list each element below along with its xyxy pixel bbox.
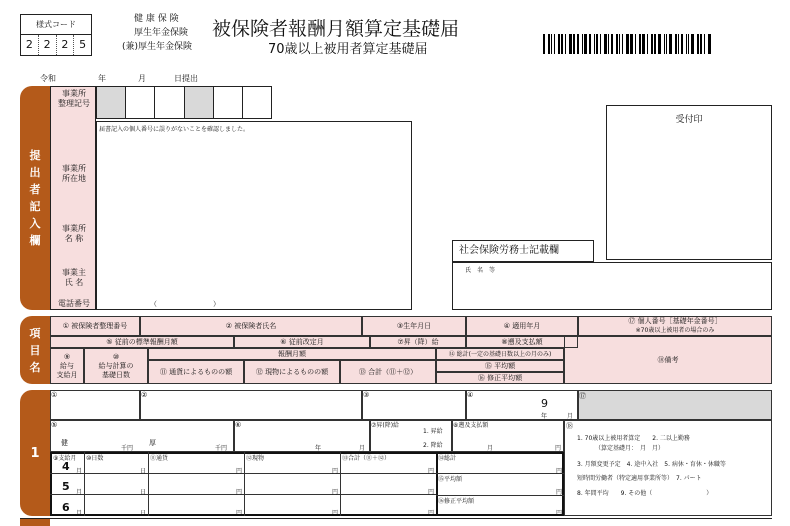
item-1: ① 被保険者整理番号 <box>50 316 140 336</box>
form-code-box <box>20 14 92 56</box>
item-7: ⑦昇（降）給 <box>370 336 466 348</box>
item-9: ⑨ 給与 支給月 <box>50 348 84 384</box>
m-h11: ⑪通貨 <box>150 455 169 462</box>
item-3: ③生年月日 <box>362 316 466 336</box>
item-15: ⑮ 平均額 <box>436 360 564 372</box>
form-code-digit[interactable]: 2 <box>39 35 57 55</box>
row-field-1[interactable]: ① <box>50 390 140 420</box>
row-field-6[interactable]: ⑥ 年 月 <box>234 420 370 452</box>
m-h9: ⑨支給月 <box>53 455 77 462</box>
month-4: 4 <box>62 460 70 473</box>
item-6: ⑥ 従前改定月 <box>234 336 370 348</box>
month-5: 5 <box>62 480 70 493</box>
row-field-2[interactable]: ② <box>140 390 362 420</box>
address-box[interactable] <box>96 121 412 310</box>
row-field-7[interactable]: ⑦昇(降)給 1. 昇給 2. 降給 <box>370 420 452 452</box>
era-number: 9 <box>541 397 548 410</box>
page-title: 被保険者報酬月額算定基礎届 <box>212 18 460 40</box>
item-4: ④ 適用年月 <box>466 316 578 336</box>
item-16: ⑯ 修正平均額 <box>436 372 564 384</box>
form-code-digit[interactable]: 2 <box>21 35 39 55</box>
next-row-edge <box>20 518 772 526</box>
submitter-side-label: 提 出 者 記 入 欄 <box>20 86 50 310</box>
confirm-note: 届書記入の個人番号に誤りがないことを確認しました。 <box>99 126 250 133</box>
m-h15: ⑮平均額 <box>438 476 463 483</box>
row-field-17[interactable]: ⑰ <box>578 390 772 420</box>
monthly-grid <box>50 452 564 516</box>
m-h13: ⑬合計（⑪＋⑫） <box>342 455 391 462</box>
month-6: 6 <box>62 501 70 514</box>
m-h10: ⑩日数 <box>86 455 104 462</box>
row-field-5[interactable]: ⑤ 健 千円 厚 千円 <box>50 420 234 452</box>
item-11: ⑪ 通貨によるものの額 <box>148 360 244 384</box>
m-h16: ⑯修正平均額 <box>438 498 475 505</box>
item-13: ⑬ 合計（⑪＋⑫） <box>340 360 436 384</box>
row-field-4[interactable]: ④ 9 年 月 <box>466 390 578 420</box>
barcode <box>543 34 713 54</box>
item-8: ⑧遡及支払額 <box>466 336 578 348</box>
item-14: ⑭ 総計(一定の基礎日数以上の月のみ) <box>436 348 564 360</box>
item-12: ⑫ 現物によるものの額 <box>244 360 340 384</box>
form-code-digit[interactable]: 2 <box>57 35 75 55</box>
office-no-label: 事業所 整理記号 <box>58 89 90 108</box>
owner-label: 事業主 氏 名 <box>62 268 86 287</box>
insurance-type: 健 康 保 険 厚生年金保険 (兼)厚生年金保険 <box>122 14 193 52</box>
sharoushi-header: 社会保険労務士記載欄 <box>452 240 594 262</box>
page-subtitle: 70歳以上被用者算定基礎届 <box>268 42 428 57</box>
item-pay: 報酬月額 <box>148 348 436 360</box>
stamp-box: 受付印 <box>606 105 772 260</box>
m-h14: ⑭総計 <box>438 455 457 462</box>
row-field-18[interactable]: ⑱ 1. 70歳以上被用者算定 2. 二以上勤務 （算定基礎月： 月 月） 3. 月額変更予定 4. 途中入社 5. 病休・育休・休職等 短時間労働者（特定適用事業所等） 7. パート 8. 年間平均 9. その他（ ） <box>564 420 772 516</box>
item-10: ⑩ 給与計算の 基礎日数 <box>84 348 148 384</box>
row-number: 1 <box>20 390 50 516</box>
office-no-boxes[interactable] <box>96 86 272 119</box>
phone-label: 電話番号 <box>58 299 90 308</box>
item-2: ② 被保険者氏名 <box>140 316 362 336</box>
phone-paren: （ ） <box>150 300 220 308</box>
item-17: ⑰ 個人番号［基礎年金番号］ ※70歳以上被用者の場合のみ <box>578 316 772 336</box>
item-5: ⑤ 従前の標準報酬月額 <box>50 336 234 348</box>
address-label: 事業所 所在地 <box>62 164 86 183</box>
item-18: ⑱備考 <box>564 336 772 384</box>
office-name-label: 事業所 名 称 <box>62 224 86 243</box>
row-field-8[interactable]: ⑧遡及支払額 月 円 <box>452 420 564 452</box>
row-field-3[interactable]: ③ <box>362 390 466 420</box>
items-side-label: 項 目 名 <box>20 316 50 384</box>
form-code-digit[interactable]: 5 <box>79 38 87 51</box>
m-h12: ⑫現物 <box>246 455 265 462</box>
form-code-label: 様式コード <box>21 15 91 35</box>
sharoushi-box[interactable]: 氏 名 等 <box>452 262 772 310</box>
date-line: 令和 年 月 日提出 <box>40 74 198 83</box>
